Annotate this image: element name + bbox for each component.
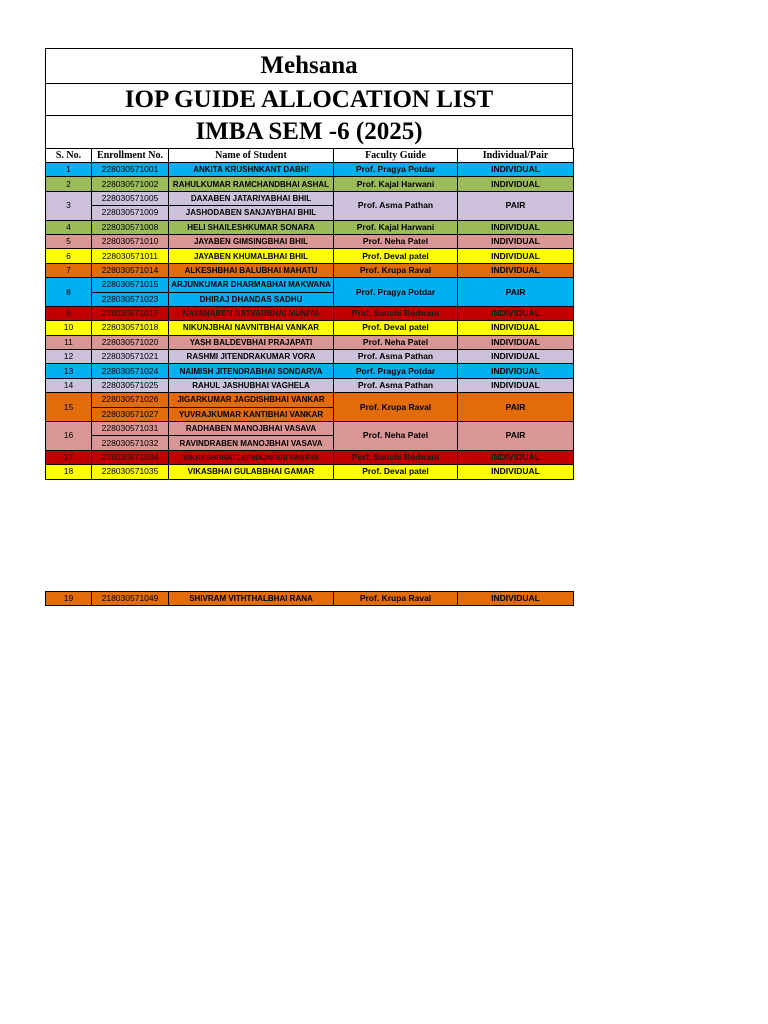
enrollment-cell: 228030571023 (92, 292, 169, 306)
serial-number-cell: 4 (46, 220, 92, 234)
faculty-guide-cell: Prof. Deval patel (334, 321, 458, 335)
serial-number-cell: 13 (46, 364, 92, 378)
student-name-cell: NAYANABEN NATVARBHAI MUNIYA (169, 306, 334, 320)
student-name-cell: JAYABEN KHUMALBHAI BHIL (169, 249, 334, 263)
allocation-type-cell: INDIVIDUAL (458, 249, 574, 263)
faculty-guide-cell: Prof. Krupa Raval (334, 263, 458, 277)
enrollment-cell: 228030571011 (92, 249, 169, 263)
table-row (46, 393, 574, 407)
faculty-guide-cell: Prof. Pragya Potdar (334, 278, 458, 307)
student-name-cell: ARJUNKUMAR DHARMABHAI MAKWANA (169, 278, 334, 292)
faculty-guide-cell: Porf. Pragya Potdar (334, 364, 458, 378)
col-header-enrollment: Enrollment No. (92, 149, 169, 163)
table-row (46, 177, 574, 191)
faculty-guide-cell: Prof. Pragya Potdar (334, 163, 458, 177)
table-row (46, 306, 574, 320)
table-row (46, 364, 574, 378)
allocation-type-cell: INDIVIDUAL (458, 234, 574, 248)
student-name-cell: HELI SHAILESHKUMAR SONARA (169, 220, 334, 234)
student-name-cell: RAHUL JASHUBHAI VAGHELA (169, 378, 334, 392)
serial-number-cell: 10 (46, 321, 92, 335)
student-name-cell: JASHODABEN SANJAYBHAI BHIL (169, 206, 334, 220)
serial-number-cell: 1 (46, 163, 92, 177)
student-name-cell: RAHULKUMAR RAMCHANDBHAI ASHAL (169, 177, 334, 191)
allocation-table (45, 148, 574, 480)
serial-number-cell: 17 (46, 450, 92, 464)
enrollment-cell: 228030571020 (92, 335, 169, 349)
faculty-guide-cell: Prof. Neha Patel (334, 335, 458, 349)
student-name-cell: JIGARKUMAR JAGDISHBHAI VANKAR (169, 393, 334, 407)
allocation-type-cell: INDIVIDUAL (458, 177, 574, 191)
student-name-cell: JAYABEN GIMSINGBHAI BHIL (169, 234, 334, 248)
student-name-cell: ANKITA KRUSHNKANT DABHI (169, 163, 334, 177)
student-name-cell: ALKESHBHAI BALUBHAI MAHATU (169, 263, 334, 277)
enrollment-cell: 228030571015 (92, 278, 169, 292)
table-row (46, 350, 574, 364)
allocation-type-cell: PAIR (458, 393, 574, 422)
enrollment-cell: 228030571008 (92, 220, 169, 234)
extra-table (45, 591, 574, 606)
student-name-cell: DAXABEN JATARIYABHAI BHIL (169, 191, 334, 205)
serial-number-cell: 8 (46, 278, 92, 307)
allocation-type-cell: INDIVIDUAL (458, 465, 574, 479)
faculty-guide-cell: Prof. Deval patel (334, 249, 458, 263)
table-row (46, 335, 574, 349)
student-name-cell: VIKASBHAI GULABBHAI GAMAR (169, 465, 334, 479)
faculty-guide-cell: Prof. Kajal Harwani (334, 177, 458, 191)
enrollment-cell: 228030571032 (92, 436, 169, 450)
allocation-type-cell: INDIVIDUAL (458, 263, 574, 277)
table-row (46, 378, 574, 392)
enrollment-cell: 228030571021 (92, 350, 169, 364)
allocation-type-cell: INDIVIDUAL (458, 306, 574, 320)
serial-number-cell: 5 (46, 234, 92, 248)
enrollment-cell: 228030571027 (92, 407, 169, 421)
serial-number-cell: 15 (46, 393, 92, 422)
col-header-guide: Faculty Guide (334, 149, 458, 163)
table-row (46, 220, 574, 234)
table-row (46, 249, 574, 263)
student-name-cell: YUVRAJKUMAR KANTIBHAI VANKAR (169, 407, 334, 421)
serial-number-cell: 6 (46, 249, 92, 263)
serial-number-cell: 9 (46, 306, 92, 320)
faculty-guide-cell: Prof. Neha Patel (334, 234, 458, 248)
enrollment-cell: 228030571018 (92, 321, 169, 335)
allocation-type-cell: INDIVIDUAL (458, 321, 574, 335)
allocation-type-cell: INDIVIDUAL (458, 335, 574, 349)
student-name-cell: NIKUNJBHAI NAVNITBHAI VANKAR (169, 321, 334, 335)
serial-number-cell: 3 (46, 191, 92, 220)
student-name-cell: RASHMI JITENDRAKUMAR VORA (169, 350, 334, 364)
table-row (46, 422, 574, 436)
serial-number-cell: 2 (46, 177, 92, 191)
enrollment-cell: 228030571014 (92, 263, 169, 277)
allocation-type-cell: INDIVIDUAL (458, 163, 574, 177)
table-row (46, 321, 574, 335)
serial-number-cell: 16 (46, 422, 92, 451)
serial-number-cell: 7 (46, 263, 92, 277)
extra-table-body (46, 592, 574, 606)
allocation-type-cell: INDIVIDUAL (458, 220, 574, 234)
enrollment-cell: 218030571049 (92, 592, 169, 606)
allocation-sheet (45, 48, 573, 480)
table-row (46, 592, 574, 606)
student-name-cell: DHIRAJ DHANDAS SADHU (169, 292, 334, 306)
enrollment-cell: 228030571005 (92, 191, 169, 205)
table-row (46, 191, 574, 205)
allocation-type-cell: INDIVIDUAL (458, 364, 574, 378)
faculty-guide-cell: Prof. Deval patel (334, 465, 458, 479)
enrollment-cell: 228030571026 (92, 393, 169, 407)
enrollment-cell: 228030571024 (92, 364, 169, 378)
allocation-type-cell: PAIR (458, 191, 574, 220)
faculty-guide-cell: Prof. Kajal Harwani (334, 220, 458, 234)
enrollment-cell: 228030571017 (92, 306, 169, 320)
enrollment-cell: 228030571034 (92, 450, 169, 464)
allocation-type-cell: INDIVIDUAL (458, 350, 574, 364)
enrollment-cell: 228030571010 (92, 234, 169, 248)
allocation-type-cell: INDIVIDUAL (458, 592, 574, 606)
enrollment-cell: 228030571031 (92, 422, 169, 436)
faculty-guide-cell: Porf. Sanchi Bodwani (334, 450, 458, 464)
table-row (46, 234, 574, 248)
allocation-type-cell: INDIVIDUAL (458, 450, 574, 464)
student-name-cell: YASH BALDEVBHAI PRAJAPATI (169, 335, 334, 349)
col-header-type: Individual/Pair (458, 149, 574, 163)
table-row (46, 465, 574, 479)
table-row (46, 163, 574, 177)
table-row (46, 450, 574, 464)
serial-number-cell: 14 (46, 378, 92, 392)
semester-title: IMBA SEM -6 (2025) (45, 115, 573, 148)
extra-allocation (45, 591, 573, 606)
location-title: Mehsana (45, 48, 573, 83)
serial-number-cell: 12 (46, 350, 92, 364)
serial-number-cell: 11 (46, 335, 92, 349)
serial-number-cell: 19 (46, 592, 92, 606)
faculty-guide-cell: Prof. Krupa Raval (334, 592, 458, 606)
faculty-guide-cell: Prof. Neha Patel (334, 422, 458, 451)
list-title: IOP GUIDE ALLOCATION LIST (45, 83, 573, 115)
col-header-name: Name of Student (169, 149, 334, 163)
table-body (46, 163, 574, 480)
student-name-cell: SHIVRAM VITHTHALBHAI RANA (169, 592, 334, 606)
faculty-guide-cell: Prof. Krupa Raval (334, 393, 458, 422)
enrollment-cell: 228030571002 (92, 177, 169, 191)
faculty-guide-cell: Prof. Sanchi Bodwani (334, 306, 458, 320)
allocation-type-cell: INDIVIDUAL (458, 378, 574, 392)
col-header-sno: S. No. (46, 149, 92, 163)
table-header-row (46, 149, 574, 163)
allocation-type-cell: PAIR (458, 278, 574, 307)
student-name-cell: RAVINDRABEN MANOJBHAI VASAVA (169, 436, 334, 450)
enrollment-cell: 228030571001 (92, 163, 169, 177)
serial-number-cell: 18 (46, 465, 92, 479)
table-row (46, 263, 574, 277)
faculty-guide-cell: Prof. Asma Pathan (334, 191, 458, 220)
student-name-cell: RADHABEN MANOJBHAI VASAVA (169, 422, 334, 436)
student-name-cell: VIKRESHBHAI LEEMAJIBHAI VASAVA (169, 450, 334, 464)
faculty-guide-cell: Prof. Asma Pathan (334, 378, 458, 392)
enrollment-cell: 228030571025 (92, 378, 169, 392)
allocation-type-cell: PAIR (458, 422, 574, 451)
enrollment-cell: 228030571009 (92, 206, 169, 220)
student-name-cell: NAIMISH JITENDRABHAI SONDARVA (169, 364, 334, 378)
faculty-guide-cell: Prof. Asma Pathan (334, 350, 458, 364)
enrollment-cell: 228030571035 (92, 465, 169, 479)
table-row (46, 278, 574, 292)
